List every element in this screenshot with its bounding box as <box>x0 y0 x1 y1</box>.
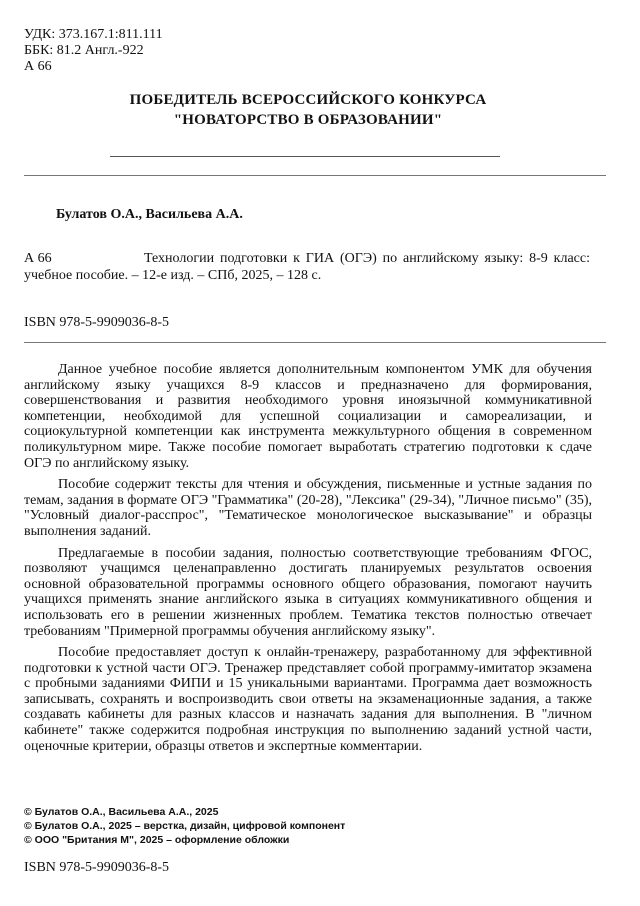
udk-code: УДК: 373.167.1:811.111 <box>24 27 163 42</box>
abstract-paragraph: Пособие предоставляет доступ к онлайн-тренажеру, разработанному для эффективной подготовки к устной части ОГЭ. Тренажер представляет собой программу-имитатор экзамена с пробными заданиями ФИПИ и 15 уникальными вариантами. Программа дает возможность записывать, сохранять и воспроизводить свои ответы на экзаменационные задания, а также создавать кабинеты для разных классов и назначать задания для выполнения. В "личном кабинете" также содержится подробная инструкция по выполнению заданий устной части, оценочные критерии, образцы ответов и экспертные комментарии. <box>24 645 592 754</box>
isbn-footer: ISBN 978-5-9909036-8-5 <box>24 860 170 875</box>
divider <box>24 175 606 176</box>
award-title-line-2: "НОВАТОРСТВО В ОБРАЗОВАНИИ" <box>173 112 443 128</box>
copyright-line: © Булатов О.А., Васильева А.А., 2025 <box>24 806 219 818</box>
divider <box>110 156 500 157</box>
divider <box>24 342 606 343</box>
author-index: А 66 <box>24 59 52 74</box>
award-title <box>0 90 616 130</box>
classification-codes <box>24 27 163 75</box>
bbk-code: ББК: 81.2 Англ.-922 <box>24 43 144 58</box>
award-title-line-1: ПОБЕДИТЕЛЬ ВСЕРОССИЙСКОГО КОНКУРСА <box>129 92 487 108</box>
copyright-line: © Булатов О.А., 2025 – верстка, дизайн, цифровой компонент <box>24 820 346 832</box>
biblio-code: А 66 <box>24 251 52 266</box>
abstract-paragraph: Данное учебное пособие является дополнительным компонентом УМК для обучения английскому языку учащихся 8-9 классов и предназначено для формирования, совершенствования и развития необходимого уровня иноязычной коммуникативной компетенции, необходимой для успешной социализации и самореализации, и социокультурной компетенции как инструмента межкультурного общения в современном поликультурном мире. Также пособие помогает выработать стратегию подготовки к сдаче ОГЭ по английскому языку. <box>24 362 592 471</box>
abstract <box>24 362 592 760</box>
authors: Булатов О.А., Васильева А.А. <box>56 207 243 222</box>
isbn: ISBN 978-5-9909036-8-5 <box>24 315 170 330</box>
bibliographic-description <box>24 250 590 284</box>
abstract-paragraph: Предлагаемые в пособии задания, полностью соответствующие требованиям ФГОС, позволяют учащимся целенаправленно достигать планируемых результатов освоения основной образовательной программы основного общего образования, помогают научить учащихся применять знание английского языка в ситуациях коммуникативного общения и использовать его в решении жизненных проблем. Тематика текстов полностью отвечает требованиям "Примерной программы обучения английскому языку". <box>24 545 592 639</box>
copyright-block <box>24 805 345 847</box>
copyright-line: © ООО "Британия М", 2025 – оформление обложки <box>24 834 290 846</box>
biblio-text: Технологии подготовки к ГИА (ОГЭ) по английскому языку: 8-9 класс: учебное пособие. – 12-е изд. – СПб, 2025, – 128 с. <box>24 251 590 283</box>
abstract-paragraph: Пособие содержит тексты для чтения и обсуждения, письменные и устные задания по темам, задания в формате ОГЭ "Грамматика" (20-28), "Лексика" (29-34), "Личное письмо" (35), "Условный диалог-расспрос", "Тематическое монологическое высказывание" и образцы выполнения заданий. <box>24 477 592 539</box>
